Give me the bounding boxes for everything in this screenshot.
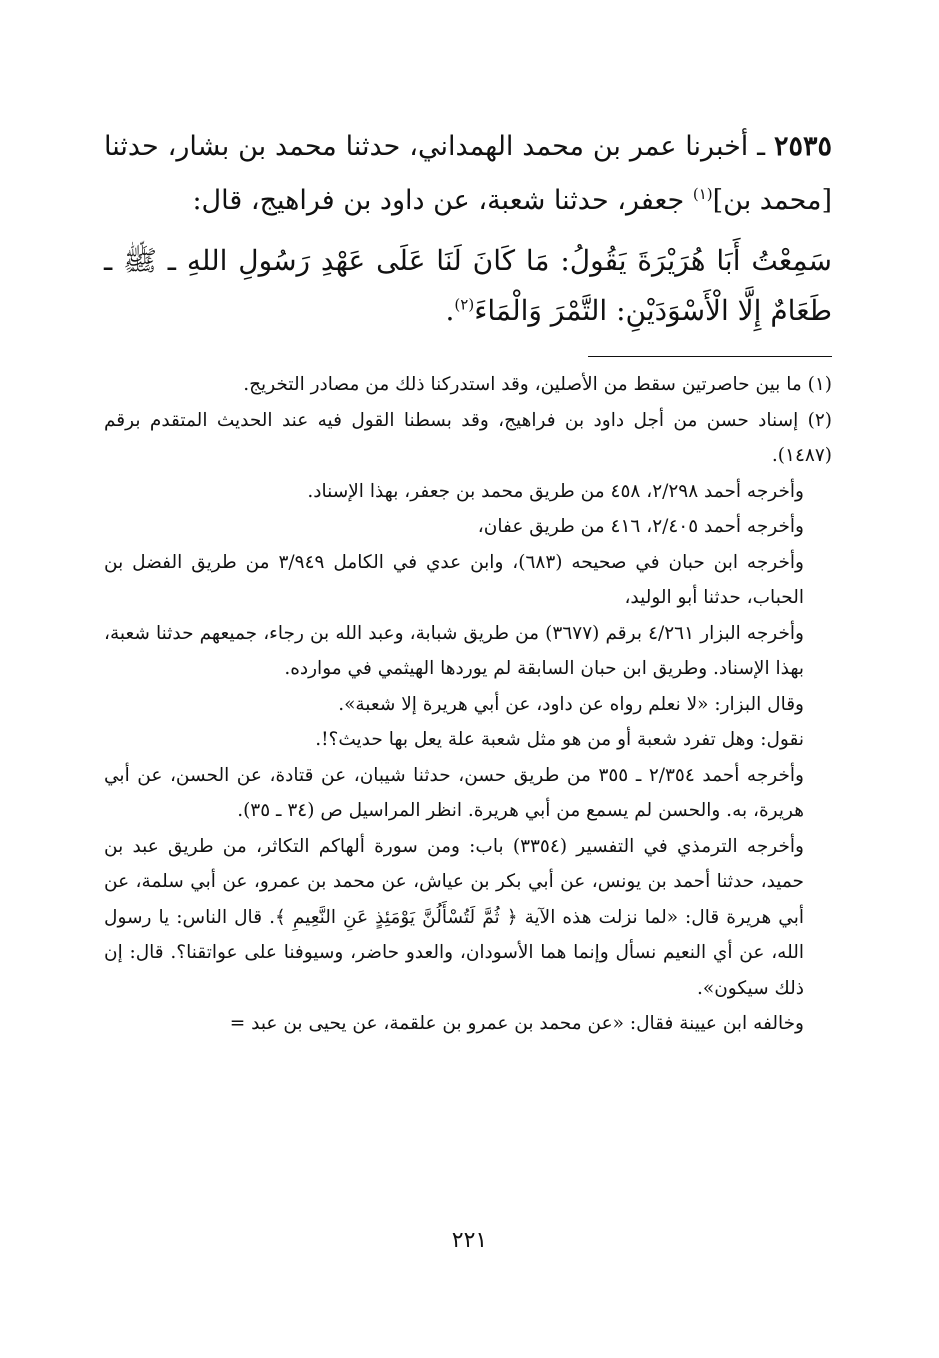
hadith-number: ٢٥٣٥	[773, 131, 832, 162]
footnote-separator	[588, 356, 832, 357]
footnote-marker-1: (١)	[692, 185, 713, 203]
footnote-2-para: وأخرجه ابن حبان في صحيحه (٦٨٣)، وابن عدي في الكامل ٣/٩٤٩ من طريق الفضل بن الحباب، حدثنا أبو الوليد،	[104, 551, 804, 608]
footnote-2-para: وأخرجه البزار ٤/٢٦١ برقم (٣٦٧٧) من طريق شبابة، وعبد الله بن رجاء، جميعهم حدثنا شعبة، بهذا الإسناد. وطريق ابن حبان السابقة لم يوردها الهيثمي في موارده.	[104, 622, 804, 679]
hadith-matn	[104, 236, 832, 336]
footnote-marker-2: (٢)	[454, 295, 475, 314]
footnote-2-para: وأخرجه الترمذي في التفسير (٣٣٥٤) باب: ومن سورة ألهاكم التكاثر، من طريق عبد بن حميد، حدثنا أحمد بن يونس، عن أبي بكر بن عياش، عن محمد بن عمرو، عن أبي سلمة، عن أبي هريرة قال: «لما نزلت هذه الآية ﴿ ثُمَّ لَتُسْأَلُنَّ يَوْمَئِذٍ عَنِ النَّعِيمِ ﴾. قال الناس: يا رسول الله، عن أي النعيم نسأل وإنما هما الأسودان، والعدو حاضر، وسيوفنا على عواتقنا؟. قال: إن ذلك سيكون».	[104, 835, 804, 999]
isnad-text-cont: جعفر، حدثنا شعبة، عن داود بن فراهيج، قال:	[192, 185, 693, 216]
footnotes	[104, 367, 832, 1042]
matn-text: سَمِعْتُ أَبَا هُرَيْرَةَ يَقُولُ: مَا كَانَ لَنَا عَلَى عَهْدِ رَسُولِ اللهِ ـ ﷺ ـ طَعَامٌ إِلَّا الْأَسْوَدَيْنِ: التَّمْرَ وَالْمَاءَ	[104, 244, 832, 327]
footnote-2-para: نقول: وهل تفرد شعبة أو من هو مثل شعبة علة يعل بها حديث؟!.	[315, 729, 804, 750]
footnote-2-para: وخالفه ابن عيينة فقال: «عن محمد بن عمرو بن علقمة، عن يحيى بن عبد =	[229, 1013, 804, 1034]
hadith-isnad	[104, 120, 832, 228]
footnote-2: (٢) إسناد حسن من أجل داود بن فراهيج، وقد بسطنا القول فيه عند الحديث المتقدم برقم (١٤٨٧).	[104, 409, 832, 466]
footnote-1: (١) ما بين حاصرتين سقط من الأصلين، وقد استدركنا ذلك من مصادر التخريج.	[243, 374, 832, 395]
footnote-2-para: وأخرجه أحمد ٢/٤٠٥، ٤١٦ من طريق عفان،	[477, 516, 804, 537]
footnote-2-para: وقال البزار: «لا نعلم رواه عن داود، عن أبي هريرة إلا شعبة».	[338, 693, 804, 715]
isnad-text: ـ أخبرنا عمر بن محمد الهمداني، حدثنا محمد بن بشار، حدثنا [محمد بن]	[104, 131, 832, 216]
page-number: ٢٢١	[451, 1228, 488, 1253]
footnote-2-para: وأخرجه أحمد ٢/٢٩٨، ٤٥٨ من طريق محمد بن جعفر، بهذا الإسناد.	[307, 480, 804, 502]
footnote-2-para: وأخرجه أحمد ٢/٣٥٤ ـ ٣٥٥ من طريق حسن، حدثنا شيبان، عن قتادة، عن الحسن، عن أبي هريرة، به. والحسن لم يسمع من أبي هريرة. انظر المراسيل ص (٣٤ ـ ٣٥).	[104, 764, 804, 821]
matn-end: .	[445, 294, 455, 327]
page-body	[104, 120, 832, 1240]
